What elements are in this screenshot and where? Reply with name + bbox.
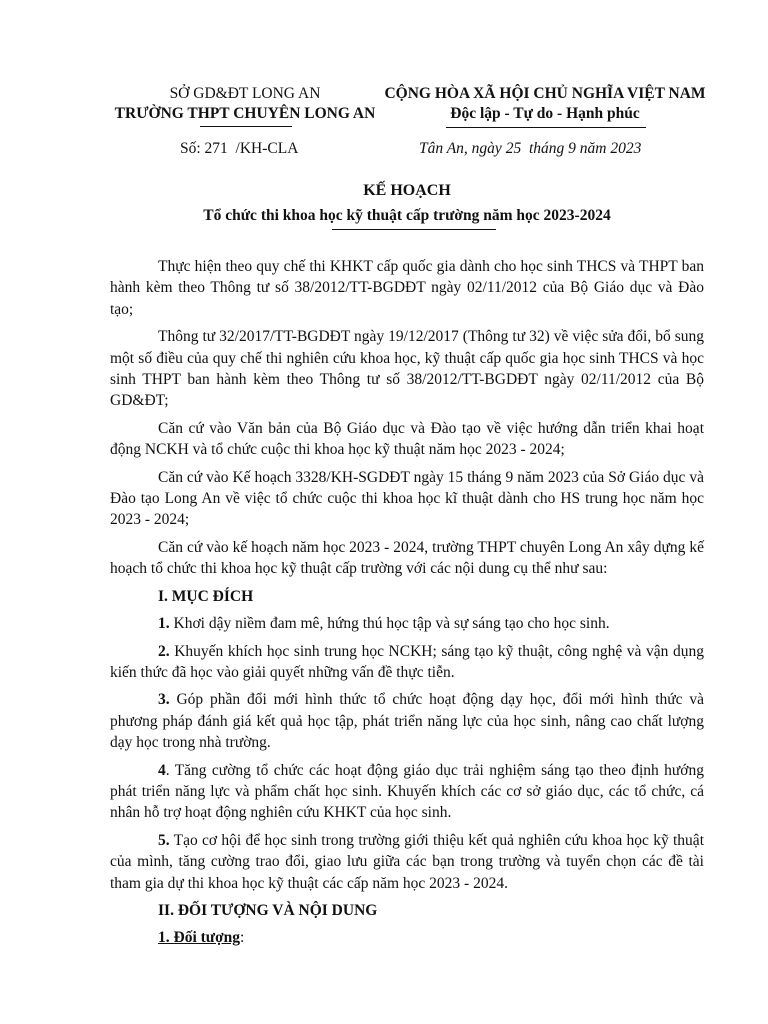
agency-name: SỞ GD&ĐT LONG AN	[169, 85, 321, 102]
paragraph-legal-basis-4: Căn cứ vào Kế hoạch 3328/KH-SGDĐT ngày 15 tháng 9 năm 2023 của Sở Giáo dục và Đào tạo Long An về việc tổ chức cuộc thi khoa học kĩ thuật dành cho HS trung học năm học 2023 - 2024;	[110, 468, 704, 529]
paragraph-legal-basis-3: Căn cứ vào Văn bản của Bộ Giáo dục và Đào tạo về việc hướng dẫn triển khai hoạt động NCKH và tổ chức cuộc thi khoa học kỹ thuật năm học 2023 - 2024;	[110, 419, 704, 459]
place-and-date: Tân An, ngày 25 tháng 9 năm 2023	[419, 140, 642, 157]
paragraph-legal-basis-2: Thông tư 32/2017/TT-BGDĐT ngày 19/12/2017 (Thông tư 32) về việc sửa đổi, bổ sung một số điều của quy chế thi nghiên cứu khoa học, kỹ thuật cấp quốc gia học sinh THCS và học sinh THPT ban hành kèm theo Thông tư số 38/2012/TT-BGDĐT ngày 02/11/2012 của Bộ GD&ĐT;	[110, 328, 704, 410]
purpose-item-number: 2.	[158, 642, 170, 660]
paragraph-legal-basis-5: Căn cứ vào kế hoạch năm học 2023 - 2024, trường THPT chuyên Long An xây dựng kế hoạch tổ chức thi khoa học kỹ thuật cấp trường với các nội dung cụ thể như sau:	[110, 538, 704, 578]
document-subtitle: Tổ chức thi khoa học kỹ thuật cấp trường năm học 2023-2024	[203, 207, 611, 224]
purpose-item-1	[110, 613, 704, 634]
purpose-item-text: Góp phần đổi mới hình thức tổ chức hoạt động dạy học, đổi mới hình thức và phương pháp đánh giá kết quả học tập, phát triển năng lực của học sinh, nâng cao chất lượng dạy học trong nhà trường.	[110, 691, 704, 752]
school-name-underline	[200, 126, 292, 127]
document-title: KẾ HOẠCH	[363, 182, 451, 199]
document-number: Số: 271 /KH-CLA	[180, 140, 299, 157]
subtitle-underline	[332, 229, 496, 230]
purpose-item-number: 1.	[158, 615, 170, 633]
purpose-item-5	[110, 830, 704, 894]
purpose-item-3	[110, 689, 704, 753]
purpose-item-4	[110, 760, 704, 824]
purpose-item-2	[110, 641, 704, 684]
purpose-item-text: . Tăng cường tổ chức các hoạt động giáo dục trải nghiệm sáng tạo theo định hướng phát triển năng lực và phẩm chất học sinh. Khuyến khích các cơ sở giáo dục, các tổ chức, cá nhân hỗ trợ hoạt động nghiên cứu KHKT của học sinh.	[110, 761, 704, 822]
school-name: TRƯỜNG THPT CHUYÊN LONG AN	[114, 105, 376, 122]
purpose-item-text: Khơi dậy niềm đam mê, hứng thú học tập và sự sáng tạo cho học sinh.	[169, 615, 610, 633]
purpose-item-text: Khuyến khích học sinh trung học NCKH; sáng tạo kỹ thuật, công nghệ và vận dụng kiến thức đã học vào giải quyết những vấn đề thực tiễn.	[110, 642, 704, 681]
national-motto: CỘNG HÒA XÃ HỘI CHỦ NGHĨA VIỆT NAM	[384, 85, 706, 102]
subsection-subjects-colon: :	[240, 929, 245, 947]
paragraph-legal-basis-1: Thực hiện theo quy chế thi KHKT cấp quốc gia dành cho học sinh THCS và THPT ban hành kèm theo Thông tư số 38/2012/TT-BGDĐT ngày 02/11/2012 của Bộ Giáo dục và Đào tạo;	[110, 258, 704, 318]
section-heading-purpose: I. MỤC ĐÍCH	[158, 587, 254, 605]
purpose-item-number: 3.	[158, 691, 170, 709]
slogan-underline	[446, 127, 646, 128]
document-body	[110, 256, 704, 949]
purpose-item-number: 5.	[158, 831, 170, 849]
purpose-item-text: Tạo cơ hội để học sinh trong trường giới thiệu kết quả nghiên cứu khoa học kỹ thuật của mình, tăng cường trao đổi, giao lưu giữa các bạn trong trường và tuyển chọn các đề tài tham gia dự thi khoa học kỹ thuật các cấp năm học 2023 - 2024.	[110, 831, 704, 892]
subsection-subjects	[110, 927, 704, 948]
subsection-subjects-label: 1. Đối tượng	[158, 929, 241, 947]
purpose-item-number: 4	[158, 761, 166, 779]
section-heading-subjects-content: II. ĐỐI TƯỢNG VÀ NỘI DUNG	[158, 901, 378, 919]
national-slogan: Độc lập - Tự do - Hạnh phúc	[450, 105, 640, 122]
